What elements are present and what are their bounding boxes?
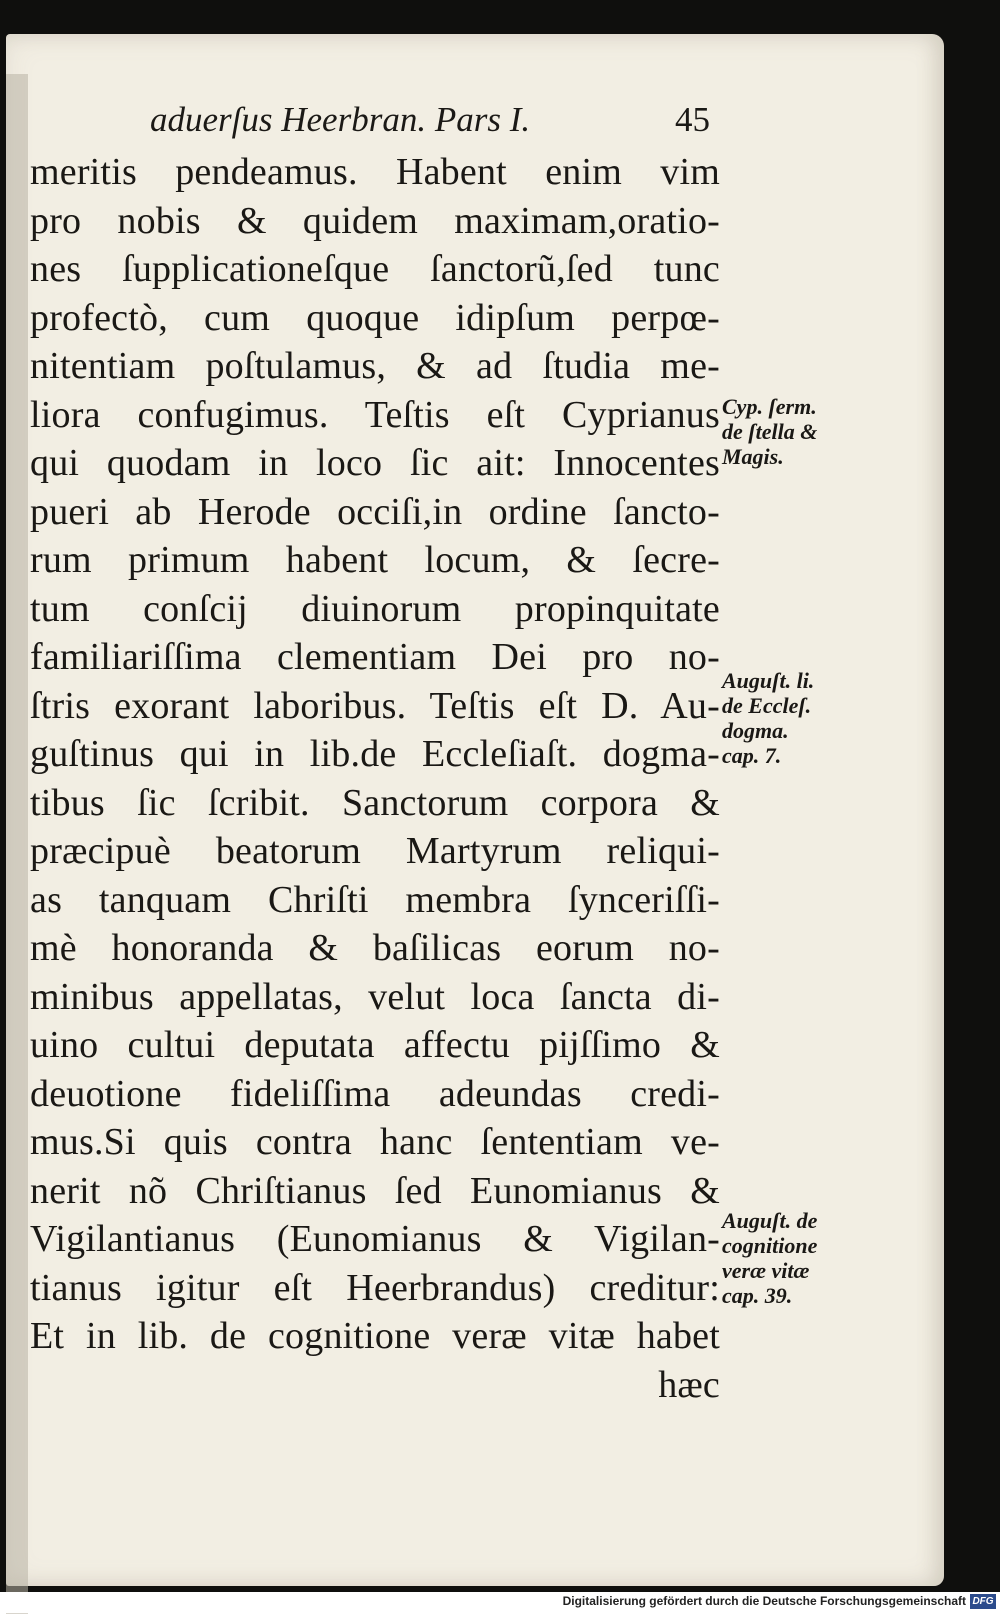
dfg-logo: DFG	[970, 1594, 996, 1609]
marginal-note-line: Cyp. ſerm.	[722, 394, 817, 419]
text-line: Et in lib. de cognitione veræ vitæ habet	[30, 1315, 720, 1357]
text-line: tibus ſic ſcribit. Sanctorum corpora &	[30, 781, 720, 824]
footer-bar	[0, 1592, 1000, 1613]
marginal-note-line: cognitione	[722, 1233, 818, 1258]
marginal-note-augustine-dogma	[722, 668, 814, 768]
running-head	[150, 100, 710, 150]
marginal-note-line: dogma.	[722, 718, 789, 743]
text-line: uino cultui deputata affectu pijſſimo &	[30, 1024, 720, 1066]
text-line: familiariſſima clementiam Dei pro no-	[30, 636, 720, 678]
text-line: Vigilantianus (Eunomianus & Vigilan-	[30, 1218, 720, 1260]
text-line: profectò, cum quoque idipſum perpœ-	[30, 296, 720, 339]
text-line: deuotione fideliſſima adeundas credi-	[30, 1072, 720, 1115]
text-line: mus.Si quis contra hanc ſententiam ve-	[30, 1121, 720, 1163]
marginal-note-line: de Eccleſ.	[722, 693, 812, 718]
text-line: pro nobis & quidem maximam,oratio-	[30, 199, 720, 242]
text-line: tum conſcij diuinorum propinquitate	[30, 587, 720, 630]
marginal-note-line: cap. 7.	[722, 743, 782, 768]
text-line: ſtris exorant laboribus. Teſtis eſt D. Au-	[30, 684, 720, 727]
page-number: 45	[675, 100, 710, 139]
marginal-note-cyprian	[722, 394, 817, 469]
text-line: tianus igitur eſt Heerbrandus) creditur:	[30, 1266, 720, 1309]
text-line: meritis pendeamus. Habent enim vim	[30, 151, 720, 193]
body-text	[30, 148, 720, 1409]
marginal-note-augustine-cognitione	[722, 1208, 817, 1308]
funding-credit: Digitalisierung gefördert durch die Deutsche Forschungsgemeinschaft	[562, 1594, 966, 1608]
text-line: mè honoranda & baſilicas eorum no-	[30, 927, 720, 969]
text-line: nes ſupplicationeſque ſanctorũ,ſed tunc	[30, 248, 720, 290]
catchword: hæc	[658, 1363, 720, 1406]
text-line: nerit nõ Chriſtianus ſed Eunomianus &	[30, 1169, 720, 1212]
text-line: nitentiam poſtulamus, & ad ſtudia me-	[30, 345, 720, 387]
marginal-note-line: cap. 39.	[722, 1283, 793, 1308]
marginal-note-line: de ſtella &	[722, 419, 818, 444]
text-line: pueri ab Herode occiſi,in ordine ſancto-	[30, 490, 720, 533]
text-line: rum primum habent locum, & ſecre-	[30, 539, 720, 581]
marginal-note-line: veræ vitæ	[722, 1258, 810, 1283]
running-title: aduerſus Heerbran. Pars I.	[150, 100, 531, 139]
marginal-note-line: Magis.	[722, 444, 784, 469]
text-line: guſtinus qui in lib.de Eccleſiaſt. dogma-	[30, 733, 720, 775]
text-line: qui quodam in loco ſic ait: Innocentes	[30, 442, 720, 484]
text-line: minibus appellatas, velut loca ſancta di-	[30, 975, 720, 1018]
page-edge-shadow	[6, 74, 28, 1614]
text-line: liora confugimus. Teſtis eſt Cyprianus	[30, 393, 720, 436]
marginal-note-line: Auguſt. li.	[722, 668, 815, 693]
text-line: as tanquam Chriſti membra ſynceriſſi-	[30, 878, 720, 921]
text-line: præcipuè beatorum Martyrum reliqui-	[30, 830, 720, 872]
marginal-note-line: Auguſt. de	[722, 1208, 818, 1233]
